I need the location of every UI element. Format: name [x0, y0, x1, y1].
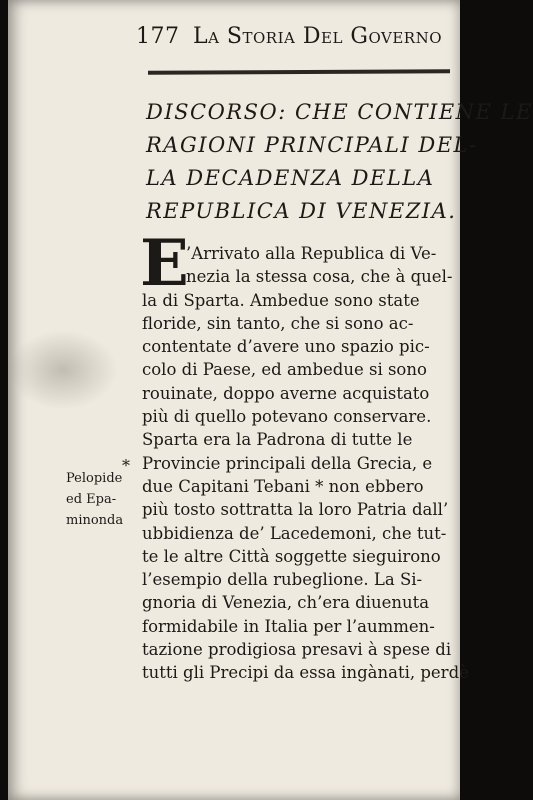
- body-text: [142, 242, 469, 685]
- title-line: RAGIONI PRINCIPALI DEL-: [146, 133, 478, 157]
- text-line: Provincie principali della Grecia, e: [142, 453, 433, 473]
- running-title: La Storia Del Governo: [193, 24, 443, 49]
- text-line: te le altre Città soggette sieguirono: [142, 546, 441, 566]
- margin-note-line: Pelopide: [66, 471, 123, 486]
- text-line: Sparta era la Padrona di tutte le: [142, 430, 413, 450]
- page-number: 177: [136, 24, 180, 49]
- text-line: l’esempio della rubeglione. La Si-: [142, 570, 423, 590]
- margin-note: [66, 468, 140, 531]
- text-line: più tosto sottratta la loro Patria dall’: [142, 500, 449, 520]
- title-line: DISCORSO: CHE CONTIENE LE: [146, 100, 533, 124]
- chapter-title: [146, 96, 533, 228]
- text-line: tazione prodigiosa presavi à spese di: [142, 640, 452, 660]
- page-stain: [8, 330, 118, 410]
- text-line: colo di Paese, ed ambedue si sono: [142, 360, 427, 380]
- text-line: ubbidienza de’ Lacedemoni, che tut-: [142, 523, 447, 543]
- margin-note-line: ed Epa-: [66, 492, 117, 507]
- header-rule: [148, 69, 450, 75]
- text-line: contentate d’avere uno spazio pic-: [142, 337, 430, 357]
- drop-cap: E: [140, 226, 189, 301]
- text-line: due Capitani Tebani * non ebbero: [142, 476, 424, 496]
- text-line: rouinate, doppo averne acquistato: [142, 383, 430, 403]
- text-line: ’Arrivato alla Republica di Ve-: [186, 244, 437, 263]
- title-line: REPUBLICA DI VENEZIA.: [146, 199, 457, 223]
- text-line: formidabile in Italia per l’aummen-: [142, 616, 435, 636]
- text-line: nezia la stessa cosa, che à quel-: [186, 267, 453, 287]
- text-line: tutti gli Precipi da essa ingànati, perdè: [142, 663, 469, 683]
- footnote-marker: *: [122, 456, 130, 475]
- text-line: floride, sin tanto, che si sono ac-: [142, 313, 414, 333]
- margin-note-line: minonda: [66, 513, 124, 528]
- title-line: LA DECADENZA DELLA: [146, 166, 435, 190]
- text-line: la di Sparta. Ambedue sono state: [142, 290, 420, 310]
- book-page: [8, 0, 533, 800]
- running-header: [136, 24, 456, 49]
- text-line: gnoria di Venezia, ch’era diuenuta: [142, 593, 430, 613]
- text-line: più di quello potevano conservare.: [142, 407, 432, 427]
